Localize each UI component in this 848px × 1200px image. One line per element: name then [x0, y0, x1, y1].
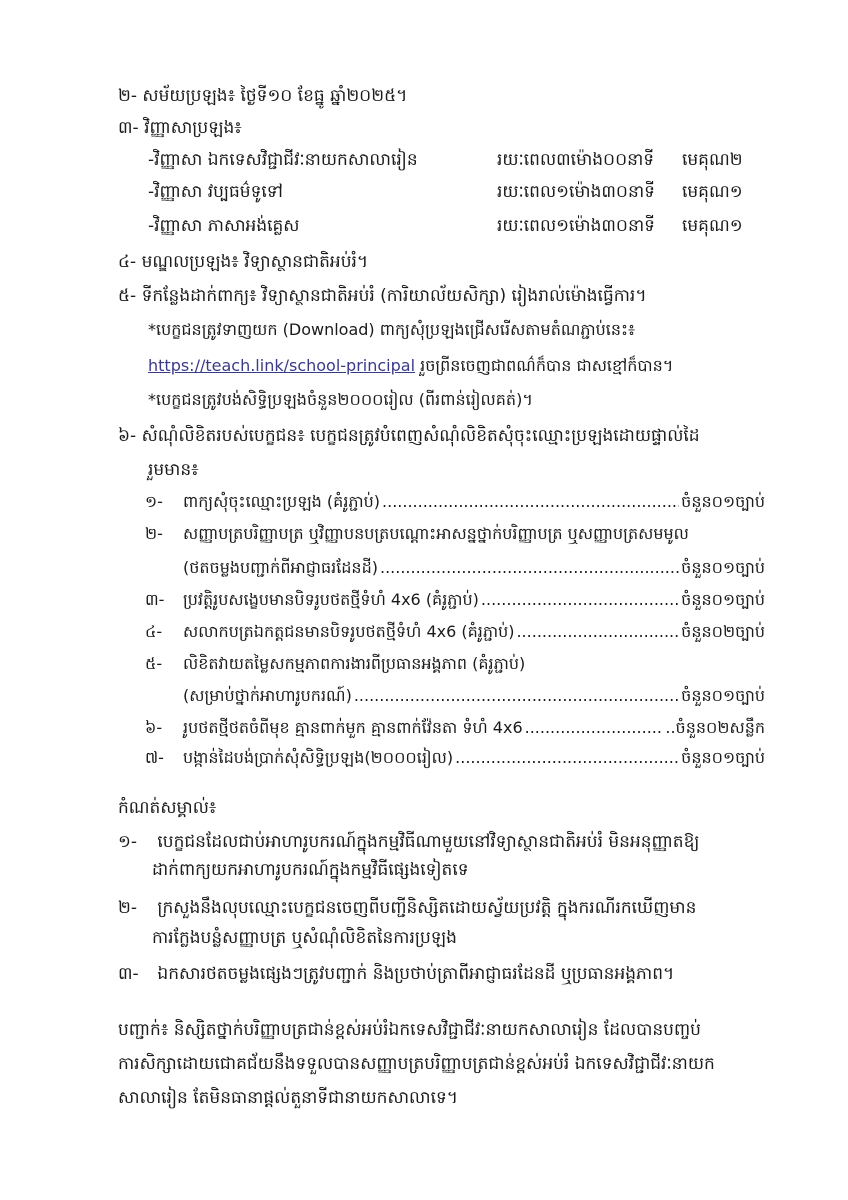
doc-number: ៥- — [145, 654, 163, 673]
section-3-number: ៣- — [118, 118, 139, 138]
subject-3-coef: មេគុណ១ — [682, 216, 743, 236]
doc-text: ពាក្យសុំចុះឈ្មោះប្រឡង (គំរូភ្ជាប់) — [183, 492, 381, 511]
remark-3 — [118, 962, 674, 986]
closing-line-3: សាលារៀន តែមិនធានាផ្ដល់តួនាទីជានាយកសាលាទេ។ — [118, 1088, 459, 1108]
remark-2-cont: ការក្លែងបន្លំសញ្ញាបត្រ ឬសំណុំលិខិតនៃការប្រឡង — [152, 928, 457, 948]
section-6-text: សំណុំលិខិតរបស់បេក្ខជន៖ បេក្ខជនត្រូវបំពេញសំណុំលិខិតសុំចុះឈ្មោះប្រឡងដោយផ្ទាល់ដៃ — [141, 426, 700, 446]
doc-item-2-cont — [145, 556, 765, 580]
section-6 — [118, 424, 700, 448]
remark-text: ក្រសួងនឹងលុបឈ្មោះបេក្ខជនចេញពីបញ្ជីនិស្សិតដោយស្វ័យប្រវត្តិ ក្នុងករណីរកឃើញមាន — [157, 898, 697, 918]
remark-number: ១- — [118, 832, 138, 852]
subject-2-duration: រយៈពេល១ម៉ោង៣០នាទី — [497, 182, 655, 202]
doc-qty: ចំនួន០១ច្បាប់ — [681, 492, 765, 511]
subject-2-coef: មេគុណ១ — [682, 182, 743, 202]
doc-qty: ចំនួន០១ច្បាប់ — [681, 558, 765, 577]
doc-item-1 — [145, 490, 765, 514]
doc-text-2: (សម្រាប់ថ្នាក់អាហារូបករណ៍) — [183, 686, 352, 705]
subject-1-coef: មេគុណ២ — [682, 150, 743, 170]
leader-dots — [481, 588, 679, 612]
remarks-title: កំណត់សម្គាល់៖ — [118, 798, 217, 818]
section-4-text: មណ្ឌលប្រឡង៖ វិទ្យាស្ថានជាតិអប់រំ។ — [141, 252, 369, 272]
doc-number: ៣- — [145, 590, 165, 609]
doc-item-5 — [145, 652, 765, 676]
doc-item-6 — [145, 716, 765, 740]
section-5 — [118, 284, 647, 308]
remark-text: ឯកសារថតចម្លងផ្សេងៗត្រូវបញ្ជាក់ និងប្រថាប់ត្រាពីអាជ្ញាធរដែនដី ឬប្រធានអង្គភាព។ — [157, 964, 675, 984]
section-4-number: ៤- — [118, 252, 137, 272]
doc-text: លិខិតវាយតម្លៃសកម្មភាពការងារពីប្រធានអង្គភាព (គំរូភ្ជាប់) — [183, 654, 526, 673]
leader-dots — [516, 620, 679, 644]
subject-2-name: -វិញ្ញាសា វប្បធម៌ទូទៅ — [148, 182, 283, 202]
doc-text: ប្រវត្តិរូបសង្ខេបមានបិទរូបថតថ្មីទំហំ 4x6 (គំរូភ្ជាប់) — [183, 590, 479, 609]
remark-text: បេក្ខជនដែលជាប់អាហារូបករណ៍ក្នុងកម្មវិធីណាមួយនៅវិទ្យាស្ថានជាតិអប់រំ មិនអនុញ្ញាតឱ្យ — [157, 832, 700, 852]
doc-item-7 — [145, 746, 765, 770]
doc-text: បង្កាន់ដៃបង់ប្រាក់សុំសិទ្ធិប្រឡង(២០០០រៀល) — [183, 748, 454, 767]
leader-dots — [455, 746, 679, 770]
subject-3-name: -វិញ្ញាសា ភាសាអង់គ្លេស — [148, 216, 300, 236]
remark-1-cont: ដាក់ពាក្យយកអាហារូបករណ៍ក្នុងកម្មវិធីផ្សេងទៀតទេ — [152, 860, 469, 880]
download-link[interactable]: https://teach.link/school-principal — [148, 356, 416, 375]
section-5-note-1: *បេក្ខជនត្រូវទាញយក (Download) ពាក្យសុំប្រឡងជ្រើសរើសតាមតំណភ្ជាប់នេះ៖ — [148, 320, 636, 339]
remark-number: ៣- — [118, 964, 139, 984]
doc-number: ១- — [145, 492, 163, 511]
doc-item-5-cont — [145, 684, 765, 708]
section-2-number: ២- — [118, 86, 138, 106]
doc-qty: ..ចំនួន០២សន្លឹក — [665, 718, 765, 737]
doc-item-4 — [145, 620, 765, 644]
leader-dots — [382, 490, 679, 514]
section-2-text: សម័យប្រឡង៖ ថ្ងៃទី១០ ខែធ្នូ ឆ្នាំ២០២៥។ — [142, 86, 408, 106]
doc-qty: ចំនួន០២ច្បាប់ — [681, 622, 765, 641]
doc-text-2: (ថតចម្លងបញ្ជាក់ពីអាជ្ញាធរដែនដី) — [183, 558, 378, 577]
doc-text: រូបថតថ្មីថតចំពីមុខ គ្មានពាក់មួក គ្មានពាក់វ៉ែនតា ទំហំ 4x6 — [183, 718, 523, 737]
doc-number: ៤- — [145, 622, 163, 641]
doc-qty: ចំនួន០១ច្បាប់ — [681, 748, 765, 767]
section-5-note-1b: រួចព្រីនចេញជាពណ៌ក៏បាន ជាសខ្មៅក៏បាន។ — [420, 356, 674, 375]
section-5-number: ៥- — [118, 286, 137, 306]
doc-qty: ចំនួន០១ច្បាប់ — [681, 686, 765, 705]
doc-item-2 — [145, 522, 765, 546]
subject-3-duration: រយៈពេល១ម៉ោង៣០នាទី — [497, 216, 655, 236]
leader-dots — [380, 556, 679, 580]
remark-number: ២- — [118, 898, 138, 918]
section-5-text: ទីកន្លែងដាក់ពាក្យ៖ វិទ្យាស្ថានជាតិអប់រំ (ការិយាល័យសិក្សា) រៀងរាល់ម៉ោងធ្វើការ។ — [141, 286, 647, 306]
closing-line-1: បញ្ជាក់៖ និស្សិតថ្នាក់បរិញ្ញាបត្រជាន់ខ្ពស់អប់រំឯកទេសវិជ្ជាជីវៈនាយកសាលារៀន ដែលបានបញ្ចប់ — [118, 1020, 701, 1040]
doc-qty: ចំនួន០១ច្បាប់ — [681, 590, 765, 609]
section-2 — [118, 84, 407, 108]
subject-1-duration: រយៈពេល៣ម៉ោង០០នាទី — [497, 150, 655, 170]
section-6-text-2: រួមមាន៖ — [148, 460, 199, 480]
section-3-title — [118, 116, 242, 140]
section-4 — [118, 250, 368, 274]
doc-text: សញ្ញាបត្របរិញ្ញាបត្រ ឬវិញ្ញាបនបត្របណ្ដោះអាសន្នថ្នាក់បរិញ្ញាបត្រ ឬសញ្ញាបត្រសមមូល — [183, 524, 689, 543]
section-3-heading: វិញ្ញាសាប្រឡង៖ — [144, 118, 242, 138]
section-5-note-2: *បេក្ខជនត្រូវបង់សិទ្ធិប្រឡងចំនួន២០០០រៀល (ពីរពាន់រៀលគត់)។ — [148, 390, 533, 409]
remark-2 — [118, 896, 696, 920]
doc-text: សលាកបត្រឯកត្តជនមានបិទរូបថតថ្មីទំហំ 4x6 (គំរូភ្ជាប់) — [183, 622, 515, 641]
doc-number: ២- — [145, 524, 163, 543]
section-6-number: ៦- — [118, 426, 137, 446]
leader-dots — [354, 684, 679, 708]
doc-number: ៦- — [145, 718, 163, 737]
section-5-link-line — [148, 354, 673, 378]
remark-1 — [118, 830, 699, 854]
doc-item-3 — [145, 588, 765, 612]
subject-1-name: -វិញ្ញាសា ឯកទេសវិជ្ជាជីវៈនាយកសាលារៀន — [148, 150, 418, 170]
doc-number: ៧- — [145, 748, 164, 767]
closing-line-2: ការសិក្សាដោយជោគជ័យនឹងទទួលបានសញ្ញាបត្របរិញ្ញាបត្រជាន់ខ្ពស់អប់រំ ឯកទេសវិជ្ជាជីវៈនាយក — [118, 1054, 715, 1074]
leader-dots — [525, 716, 664, 740]
